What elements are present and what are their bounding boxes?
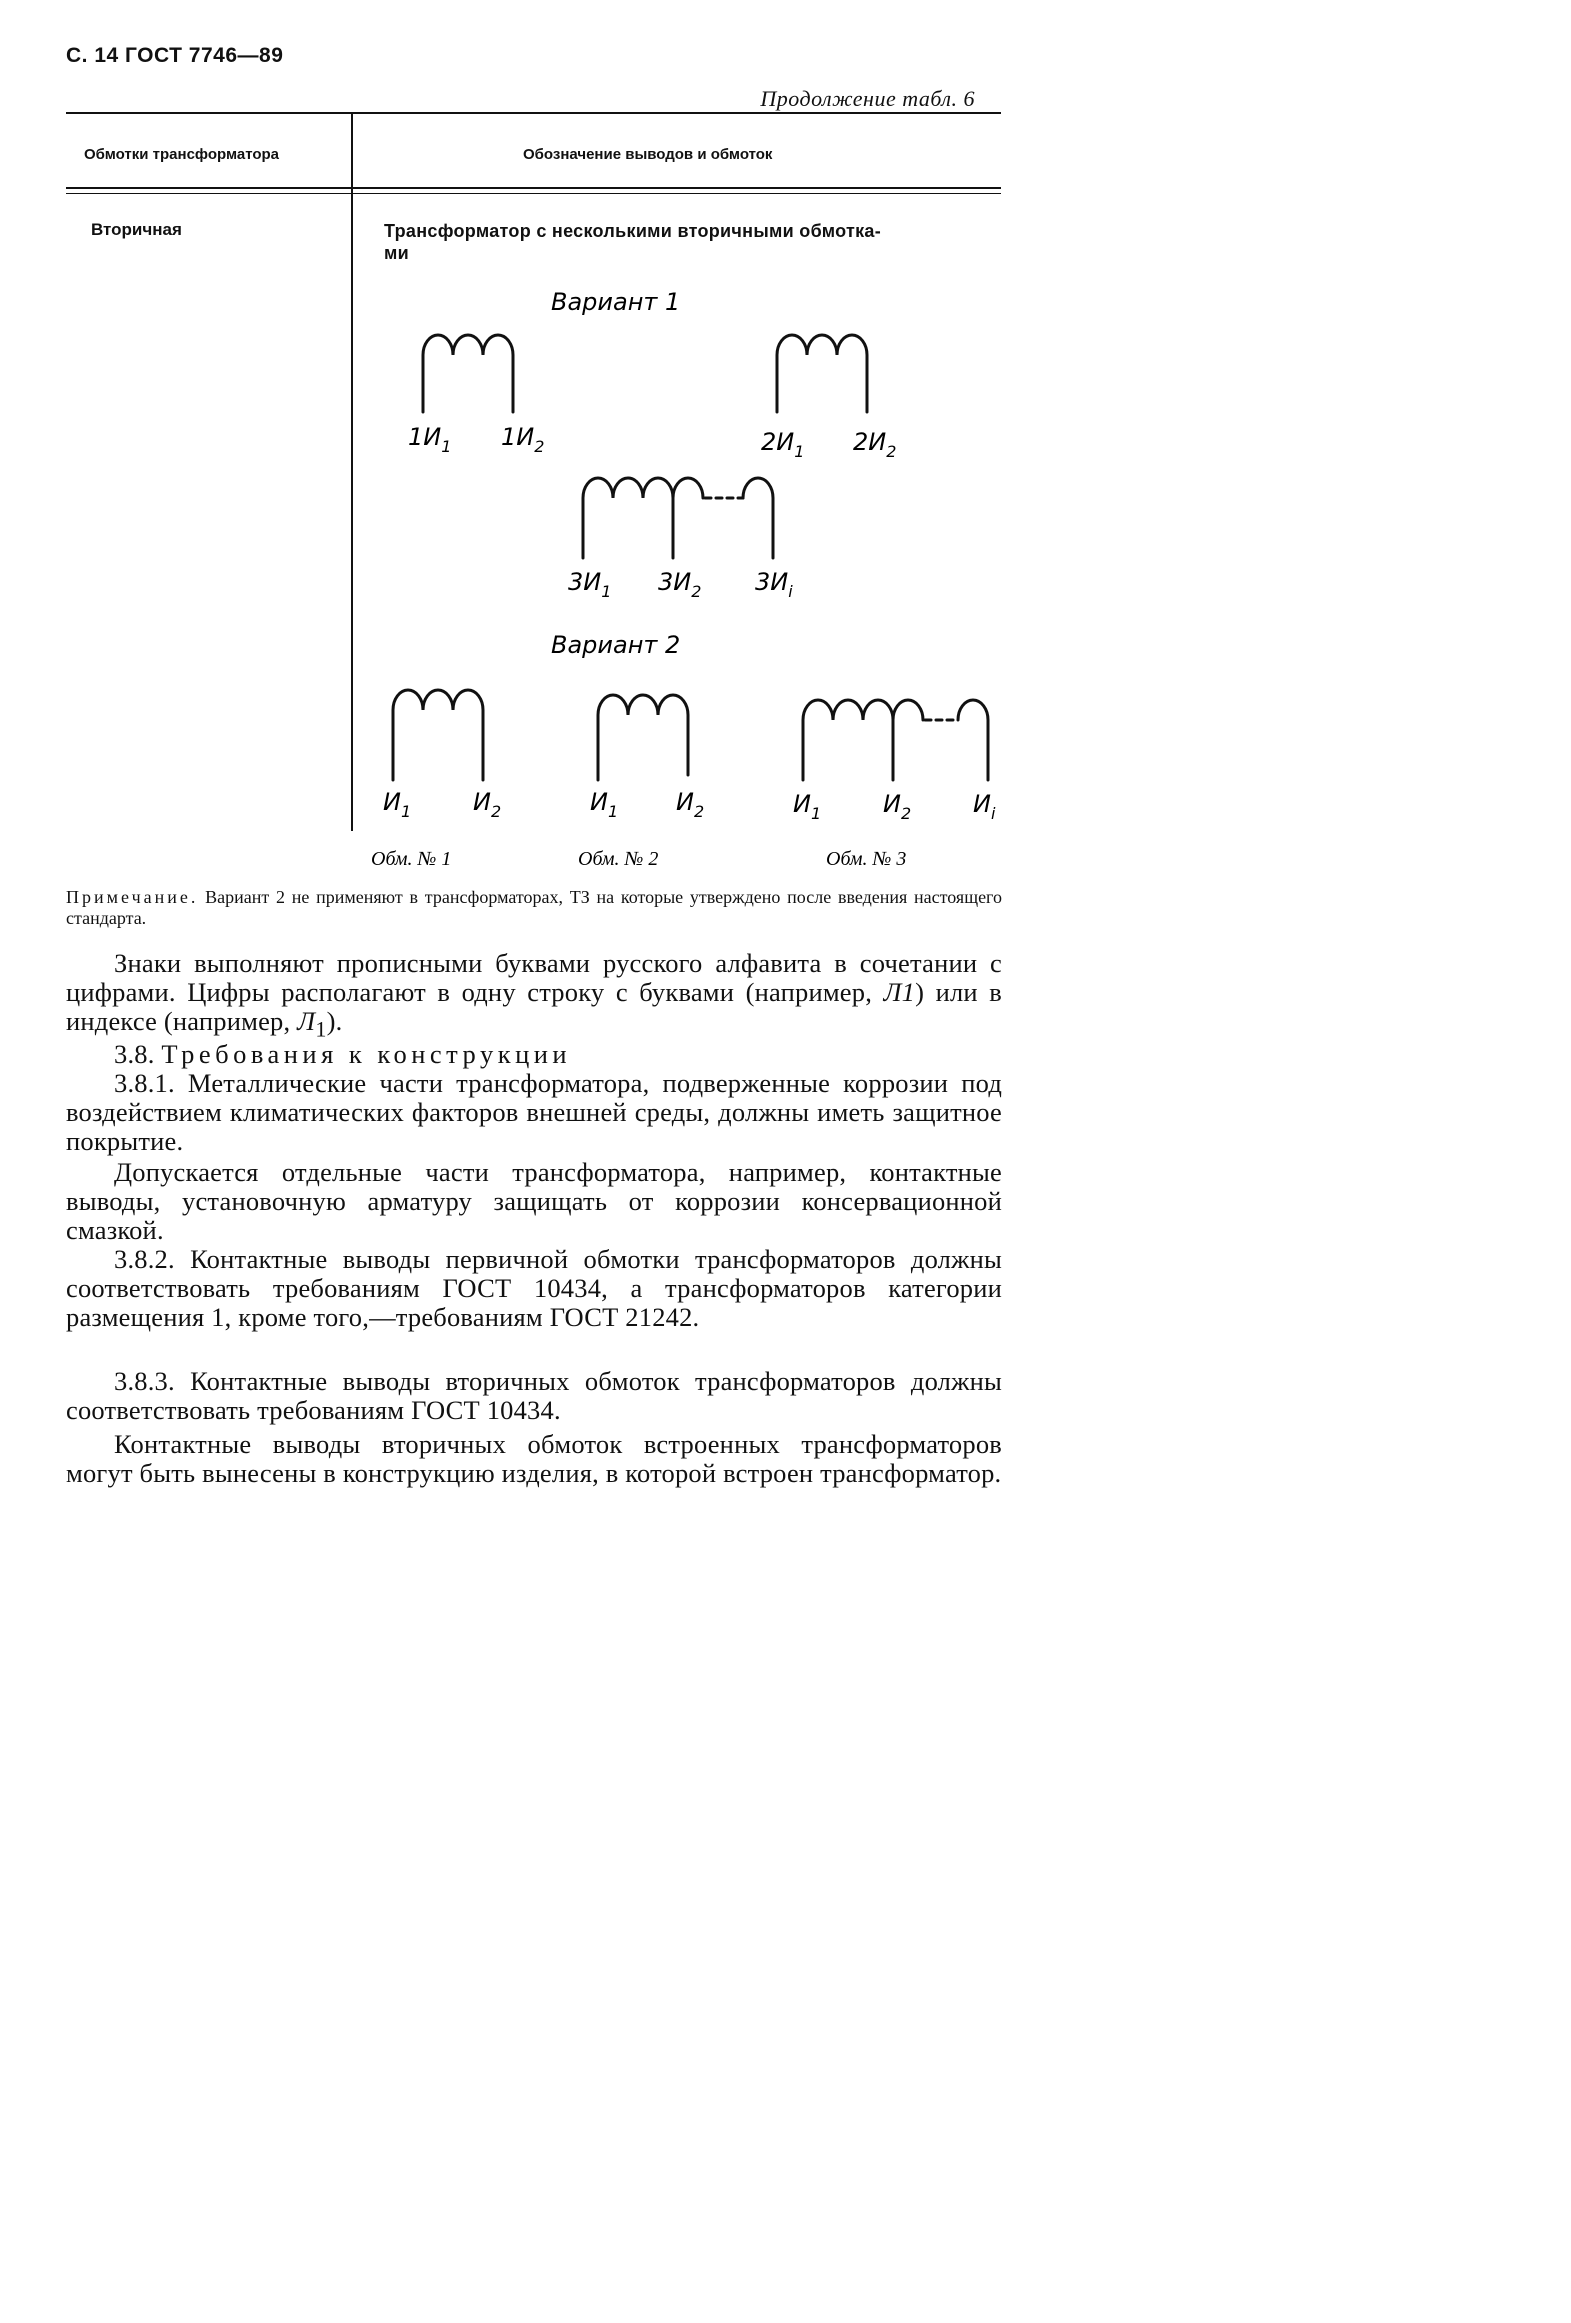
paragraph-3-8-3-b: Контактные выводы вторичных обмоток встроенных трансформаторов могут быть вынесены в конструкцию изделия, в которой встроен трансформатор. [66,1429,1002,1488]
table-note [66,887,1002,929]
v1-label-3ii: $3И_i$ [755,568,793,601]
v2-label-i1-w2: $И_1$ [590,788,619,821]
table-col1-header: Обмотки трансформатора [84,146,280,163]
table-continuation-label: Продолжение табл. 6 [760,86,975,111]
table-col2-header: Обозначение выводов и обмоток [523,146,773,163]
section-title: Требования к конструкции [161,1039,572,1069]
table-top-rule [66,112,1001,114]
v2-label-i2-w1: $И_2$ [473,788,502,821]
p1-text-c: ). [326,1006,343,1036]
example-index-letter: Л [297,1006,316,1036]
caption-winding-1: Обм. № 1 [371,848,452,870]
v1-label-1i2: $1И_2$ [501,423,545,456]
v2-label-i1-w1: $И_1$ [383,788,412,821]
p1-text-b: ) или в индексе (например, [66,977,1002,1036]
v2-label-i2-w3: $И_2$ [883,790,912,823]
page-header: С. 14 ГОСТ 7746—89 [66,44,284,67]
table-header-rule [66,187,1001,189]
example-index-sub: 1 [315,1016,327,1042]
v2-winding-1 [393,690,483,780]
variant2-title: Вариант 2 [551,631,681,659]
paragraph-3-8-1: 3.8.1. Металлические части трансформатора, подверженные коррозии под воздействием климатических факторов внешней среды, должны иметь защитное покрытие. [66,1068,1002,1156]
caption-winding-3: Обм. № 3 [826,848,907,870]
v2-label-ii-w3: $И_i$ [973,790,996,823]
paragraph-signs [66,949,1002,1043]
v2-winding-3 [803,700,988,780]
v1-label-2i1: $2И_1$ [761,428,805,461]
v1-label-2i2: $2И_2$ [853,428,897,461]
caption-winding-2: Обм. № 2 [578,848,659,870]
winding-terminal-diagram [353,280,1043,880]
v2-label-i2-w2: $И_2$ [676,788,705,821]
v1-label-3i1: $3И_1$ [568,568,612,601]
paragraph-3-8-1-b: Допускается отдельные части трансформатора, например, контактные выводы, установочную арматуру защищать от коррозии консервационной смазкой. [66,1157,1002,1245]
paragraph-3-8-2: 3.8.2. Контактные выводы первичной обмотки трансформаторов должны соответствовать требованиям ГОСТ 10434, а трансформаторов категории размещения 1, кроме того,—требованиям ГОСТ 21242. [66,1244,1002,1332]
note-label: Примечание. [66,887,199,907]
v2-winding-2 [598,695,688,780]
section-number: 3.8. [114,1039,155,1069]
v1-label-3i2: $3И_2$ [658,568,702,601]
v1-winding-3 [583,478,773,558]
note-text: Вариант 2 не применяют в трансформаторах, ТЗ на которые утверждено после введения настоящего стандарта. [66,887,1002,928]
row-title: Трансформатор с несколькими вторичными обмотка- ми [384,221,882,263]
table-header-rule-double [66,193,1001,194]
winding-type-cell: Вторичная [91,220,182,239]
v1-winding-1 [423,335,513,412]
v1-winding-2 [777,335,867,412]
variant1-title: Вариант 1 [551,288,681,316]
v2-label-i1-w3: $И_1$ [793,790,822,823]
v1-label-1i1: $1И_1$ [408,423,452,456]
p1-text-a: Знаки выполняют прописными буквами русского алфавита в сочетании с цифрами. Цифры располагают в одну строку с буквами (например, [66,948,1002,1007]
example-inline: Л1 [883,977,916,1007]
paragraph-3-8-3: 3.8.3. Контактные выводы вторичных обмоток трансформаторов должны соответствовать требованиям ГОСТ 10434. [66,1366,1002,1425]
section-3-8-heading [66,1040,1002,1069]
